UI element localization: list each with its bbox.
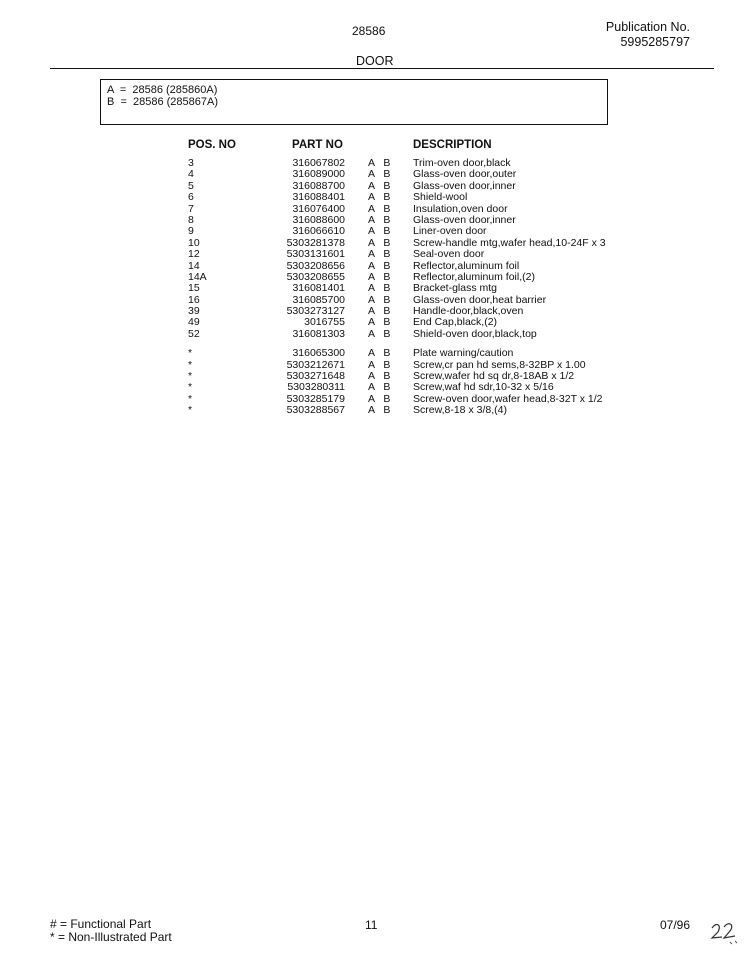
column-header-part: PART NO xyxy=(292,139,343,151)
table-row xyxy=(0,249,750,260)
pos-cell: 6 xyxy=(188,191,194,204)
model-legend-a: A = 28586 (285860A) xyxy=(107,84,218,96)
part-number-cell: 5303285179 xyxy=(286,392,345,405)
table-row xyxy=(0,192,750,203)
description-cell: Screw-handle mtg,wafer head,10-24F x 3 xyxy=(413,236,606,249)
description-cell: Reflector,aluminum foil,(2) xyxy=(413,270,535,283)
pos-cell: * xyxy=(188,370,193,383)
description-cell: Shield-wool xyxy=(413,191,468,204)
pos-cell: 16 xyxy=(188,293,200,306)
pos-cell: * xyxy=(188,358,193,371)
column-header-pos: POS. NO xyxy=(188,139,236,151)
part-number-cell: 316088401 xyxy=(292,191,345,204)
publication-label: Publication No. xyxy=(605,20,690,34)
description-cell: Screw-oven door,wafer head,8-32T x 1/2 xyxy=(413,392,603,405)
description-cell: Plate warning/caution xyxy=(413,347,514,360)
description-cell: Screw,wafer hd sq dr,8-18AB x 1/2 xyxy=(413,370,575,383)
description-cell: Bracket-glass mtg xyxy=(413,282,498,295)
description-cell: Glass-oven door,outer xyxy=(413,168,517,181)
part-number-cell: 316081303 xyxy=(292,327,345,340)
model-code-cell: A B xyxy=(368,168,394,181)
pos-cell: 5 xyxy=(188,179,194,192)
model-code-cell: A B xyxy=(368,358,394,371)
model-code-cell: A B xyxy=(368,347,394,360)
model-code-cell: A B xyxy=(368,316,394,329)
description-cell: Glass-oven door,heat barrier xyxy=(413,293,547,306)
description-cell: End Cap,black,(2) xyxy=(413,316,498,329)
model-code-cell: A B xyxy=(368,157,394,169)
description-cell: Glass-oven door,inner xyxy=(413,213,516,226)
description-cell: Insulation,oven door xyxy=(413,202,508,215)
model-code-cell: A B xyxy=(368,327,394,340)
part-number-cell: 5303281378 xyxy=(286,236,345,249)
model-code-cell: A B xyxy=(368,370,394,383)
part-number-cell: 5303212671 xyxy=(286,358,345,371)
column-header-description: DESCRIPTION xyxy=(413,139,492,151)
pos-cell: 9 xyxy=(188,225,194,238)
description-cell: Screw,8-18 x 3/8,(4) xyxy=(413,404,507,417)
model-code-cell: A B xyxy=(368,191,394,204)
model-code-cell: A B xyxy=(368,213,394,226)
description-cell: Screw,cr pan hd sems,8-32BP x 1.00 xyxy=(413,358,586,371)
section-title: DOOR xyxy=(356,54,394,68)
handwritten-mark xyxy=(708,918,740,953)
pos-cell: 14 xyxy=(188,259,200,272)
pos-cell: 8 xyxy=(188,213,194,226)
part-number-cell: 316089000 xyxy=(292,168,345,181)
model-code-cell: A B xyxy=(368,270,394,283)
description-cell: Seal-oven door xyxy=(413,248,485,261)
description-cell: Trim-oven door,black xyxy=(413,157,511,169)
model-code-cell: A B xyxy=(368,282,394,295)
part-number-cell: 5303208656 xyxy=(286,259,345,272)
description-cell: Handle-door,black,oven xyxy=(413,305,524,318)
model-code-cell: A B xyxy=(368,202,394,215)
part-number-cell: 316065300 xyxy=(292,347,345,360)
model-legend-b: B = 28586 (285867A) xyxy=(107,96,218,108)
table-row xyxy=(0,283,750,294)
table-row xyxy=(0,405,750,416)
part-number-cell: 5303131601 xyxy=(286,248,345,261)
pos-cell: * xyxy=(188,392,193,405)
page-number: 11 xyxy=(365,918,378,932)
footer-legend xyxy=(50,918,172,944)
pos-cell: 14A xyxy=(188,270,207,283)
model-number: 28586 xyxy=(352,24,386,38)
pos-cell: * xyxy=(188,381,193,394)
part-number-cell: 316076400 xyxy=(292,202,345,215)
revision-date: 07/96 xyxy=(660,918,691,932)
model-code-cell: A B xyxy=(368,381,394,394)
model-code-cell: A B xyxy=(368,225,394,238)
pos-cell: 10 xyxy=(188,236,200,249)
model-legend-box xyxy=(100,79,608,125)
model-code-cell: A B xyxy=(368,248,394,261)
part-number-cell: 316067802 xyxy=(292,157,345,169)
pos-cell: 49 xyxy=(188,316,200,329)
part-number-cell: 5303288567 xyxy=(286,404,345,417)
model-code-cell: A B xyxy=(368,259,394,272)
part-number-cell: 5303271648 xyxy=(286,370,345,383)
functional-part-note: # = Functional Part xyxy=(50,917,152,931)
part-number-cell: 316085700 xyxy=(292,293,345,306)
pos-cell: 3 xyxy=(188,157,194,169)
model-code-cell: A B xyxy=(368,392,394,405)
part-number-cell: 5303208655 xyxy=(286,270,345,283)
table-row xyxy=(0,348,750,359)
pos-cell: 15 xyxy=(188,282,200,295)
handwritten-mark-icon xyxy=(708,918,740,948)
description-cell: Shield-oven door,black,top xyxy=(413,327,537,340)
model-code-cell: A B xyxy=(368,404,394,417)
pos-cell: 39 xyxy=(188,305,200,318)
parts-list xyxy=(0,158,750,417)
pos-cell: 4 xyxy=(188,168,194,181)
model-code-cell: A B xyxy=(368,179,394,192)
header-rule xyxy=(50,68,714,69)
description-cell: Screw,waf hd sdr,10-32 x 5/16 xyxy=(413,381,554,394)
part-number-cell: 316081401 xyxy=(292,282,345,295)
model-code-cell: A B xyxy=(368,236,394,249)
pos-cell: * xyxy=(188,347,193,360)
description-cell: Liner-oven door xyxy=(413,225,487,238)
pos-cell: 52 xyxy=(188,327,200,340)
part-number-cell: 316088600 xyxy=(292,213,345,226)
model-code-cell: A B xyxy=(368,293,394,306)
pos-cell: * xyxy=(188,404,193,417)
part-number-cell: 5303273127 xyxy=(286,305,345,318)
description-cell: Glass-oven door,inner xyxy=(413,179,516,192)
description-cell: Reflector,aluminum foil xyxy=(413,259,520,272)
publication-number: 5995285797 xyxy=(620,35,690,49)
part-number-cell: 3016755 xyxy=(304,316,345,329)
pos-cell: 12 xyxy=(188,248,200,261)
pos-cell: 7 xyxy=(188,202,194,215)
part-number-cell: 5303280311 xyxy=(287,381,345,394)
part-number-cell: 316066610 xyxy=(292,225,345,238)
publication-block xyxy=(606,20,690,50)
table-row xyxy=(0,329,750,340)
model-code-cell: A B xyxy=(368,305,394,318)
part-number-cell: 316088700 xyxy=(292,179,345,192)
non-illustrated-note: * = Non-Illustrated Part xyxy=(50,930,172,944)
